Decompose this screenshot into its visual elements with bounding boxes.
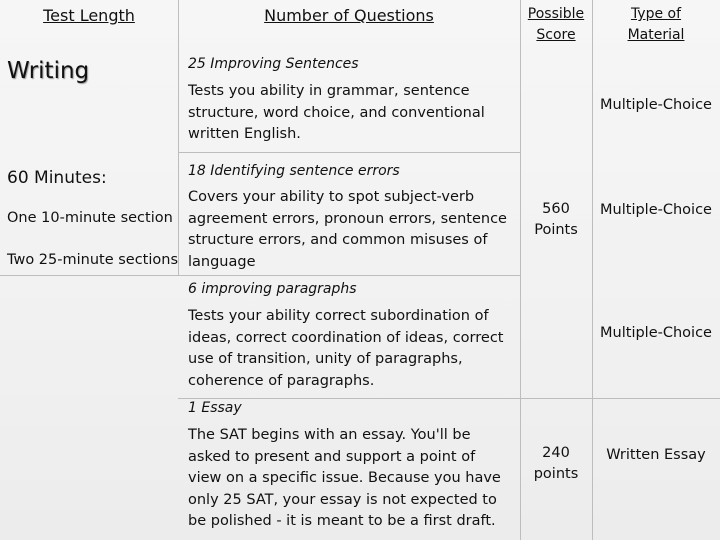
question-group-title: 6 improving paragraphs [188,281,357,297]
header-type-line1: Type of [630,6,682,22]
score-240 [520,443,592,485]
score-560 [520,199,592,241]
score-value: 560 [542,201,570,217]
description-line: structure errors, and common misuses of [188,232,488,248]
score-value: 240 [542,445,570,461]
material-type: Written Essay [606,447,706,463]
divider-left [178,0,179,276]
description-line: written English. [188,126,301,142]
description-line: Covers your ability to spot subject-verb [188,189,475,205]
description-line: Tests you ability in grammar, sentence [188,83,470,99]
question-group-description [188,425,518,533]
material-type: Multiple-Choice [600,202,712,218]
header-possible-score-line2: Score [536,27,576,43]
row-divider-3 [178,398,720,399]
one-section-label: One 10-minute section [7,210,173,226]
row-divider-1 [178,152,520,153]
question-group-title: 25 Improving Sentences [188,56,359,72]
question-group-title: 18 Identifying sentence errors [188,163,400,179]
header-test-length: Test Length [43,6,135,25]
score-unit: points [533,466,579,482]
header-type-of-material [592,4,720,46]
duration-label: 60 Minutes: [7,168,107,188]
header-possible-score-line1: Possible [527,6,585,22]
material-type: Multiple-Choice [600,97,712,113]
header-type-line2: Material [627,27,685,43]
description-line: coherence of paragraphs. [188,372,375,389]
material-type: Multiple-Choice [600,325,712,341]
header-number-of-questions: Number of Questions [264,6,434,25]
description-line: Tests your ability correct subordination of [188,308,489,324]
description-line: language [188,253,256,270]
question-group-description [188,306,518,392]
row-divider-2 [0,275,521,276]
description-line: view on a specific issue. Because you have [188,470,501,486]
description-line: agreement errors, pronoun errors, sentence [188,210,507,227]
description-line: only 25 SAT, your essay is not expected to [188,491,497,508]
description-line: structure, word choice, and conventional [188,104,485,121]
section-title: Writing [7,58,90,84]
header-possible-score [520,4,592,46]
two-sections-label: Two 25-minute sections [7,252,179,268]
description-line: be polished - it is meant to be a first draft. [188,513,496,529]
description-line: use of transition, unity of paragraphs, [188,351,463,367]
question-group-description [188,81,518,146]
question-group-title: 1 Essay [188,400,242,416]
score-unit: Points [534,222,578,238]
question-group-description [188,187,520,273]
description-line: asked to present and support a point of [188,448,476,465]
description-line: The SAT begins with an essay. You'll be [188,427,471,443]
description-line: ideas, correct coordination of ideas, correct [188,329,504,346]
